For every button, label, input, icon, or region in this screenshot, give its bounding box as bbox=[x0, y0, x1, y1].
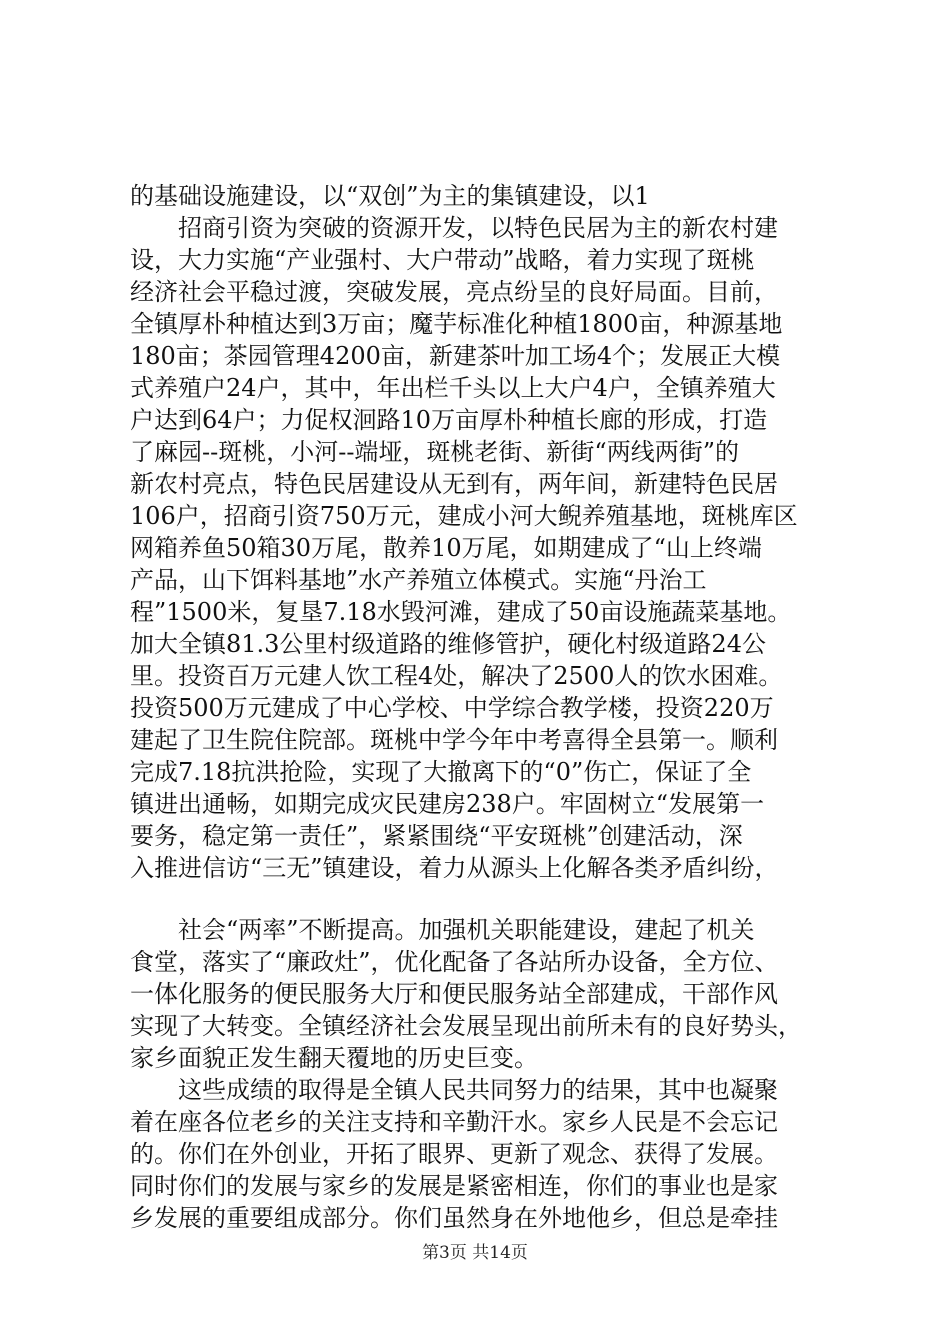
text-line: 食堂，落实了“廉政灶”，优化配备了各站所办设备，全方位、 bbox=[130, 948, 779, 976]
text-line: 招商引资为突破的资源开发，以特色民居为主的新农村建 bbox=[130, 214, 778, 242]
text-line: 的基础设施建设，以“双创”为主的集镇建设，以1 bbox=[130, 182, 650, 210]
text-line: 180亩；茶园管理4200亩，新建茶叶加工场4个；发展正大模 bbox=[130, 342, 781, 370]
text-line: 产品，山下饵料基地”水产养殖立体模式。实施“丹治工 bbox=[130, 566, 707, 594]
text-line: 程”1500米，复垦7.18水毁河滩，建成了50亩设施蔬菜基地。 bbox=[130, 598, 792, 626]
text-line: 106户，招商引资750万元，建成小河大鲵养殖基地，斑桃库区 bbox=[130, 502, 798, 530]
text-line: 新农村亮点，特色民居建设从无到有，两年间，新建特色民居 bbox=[130, 470, 778, 498]
text-line: 一体化服务的便民服务大厅和便民服务站全部建成，干部作风 bbox=[130, 980, 778, 1008]
page-footer: 第3页 共14页 bbox=[422, 1243, 528, 1263]
text-line: 这些成绩的取得是全镇人民共同努力的结果，其中也凝聚 bbox=[130, 1076, 778, 1104]
text-line: 着在座各位老乡的关注支持和辛勤汗水。家乡人民是不会忘记 bbox=[130, 1108, 778, 1136]
text-line: 了麻园--斑桃，小河--端垭，斑桃老街、新街“两线两街”的 bbox=[130, 438, 739, 466]
text-line: 社会“两率”不断提高。加强机关职能建设，建起了机关 bbox=[130, 916, 755, 944]
text-line: 要务，稳定第一责任”，紧紧围绕“平安斑桃”创建活动，深 bbox=[130, 822, 743, 850]
text-line: 入推进信访“三无”镇建设，着力从源头上化解各类矛盾纠纷， bbox=[130, 854, 779, 882]
text-line: 里。投资百万元建人饮工程4处，解决了2500人的饮水困难。 bbox=[130, 662, 783, 690]
text-line: 镇进出通畅，如期完成灾民建房238户。牢固树立“发展第一 bbox=[130, 790, 765, 818]
text-line: 同时你们的发展与家乡的发展是紧密相连，你们的事业也是家 bbox=[130, 1172, 778, 1200]
text-line: 全镇厚朴种植达到3万亩；魔芋标准化种植1800亩，种源基地 bbox=[130, 310, 783, 338]
text-line: 乡发展的重要组成部分。你们虽然身在外地他乡，但总是牵挂 bbox=[130, 1204, 778, 1232]
text-line: 经济社会平稳过渡，突破发展，亮点纷呈的良好局面。目前， bbox=[130, 278, 778, 306]
text-line: 网箱养鱼50箱30万尾，散养10万尾，如期建成了“山上终端 bbox=[130, 534, 762, 562]
text-line: 设，大力实施“产业强村、大户带动”战略，着力实现了斑桃 bbox=[130, 246, 755, 274]
text-line: 完成7.18抗洪抢险，实现了大撤离下的“0”伤亡，保证了全 bbox=[130, 758, 752, 786]
text-line: 家乡面貌正发生翻天覆地的历史巨变。 bbox=[130, 1044, 538, 1072]
text-line: 的。你们在外创业，开拓了眼界、更新了观念、获得了发展。 bbox=[130, 1140, 778, 1168]
text-line: 式养殖户24户，其中，年出栏千头以上大户4户，全镇养殖大 bbox=[130, 374, 776, 402]
text-line: 建起了卫生院住院部。斑桃中学今年中考喜得全县第一。顺利 bbox=[130, 726, 778, 754]
text-line: 实现了大转变。全镇经济社会发展呈现出前所未有的良好势头， bbox=[130, 1012, 802, 1040]
text-line: 加大全镇81.3公里村级道路的维修管护，硬化村级道路24公 bbox=[130, 630, 766, 658]
text-line: 投资500万元建成了中心学校、中学综合教学楼，投资220万 bbox=[130, 694, 774, 722]
text-line: 户达到64户；力促权洄路10万亩厚朴种植长廊的形成，打造 bbox=[130, 406, 768, 434]
